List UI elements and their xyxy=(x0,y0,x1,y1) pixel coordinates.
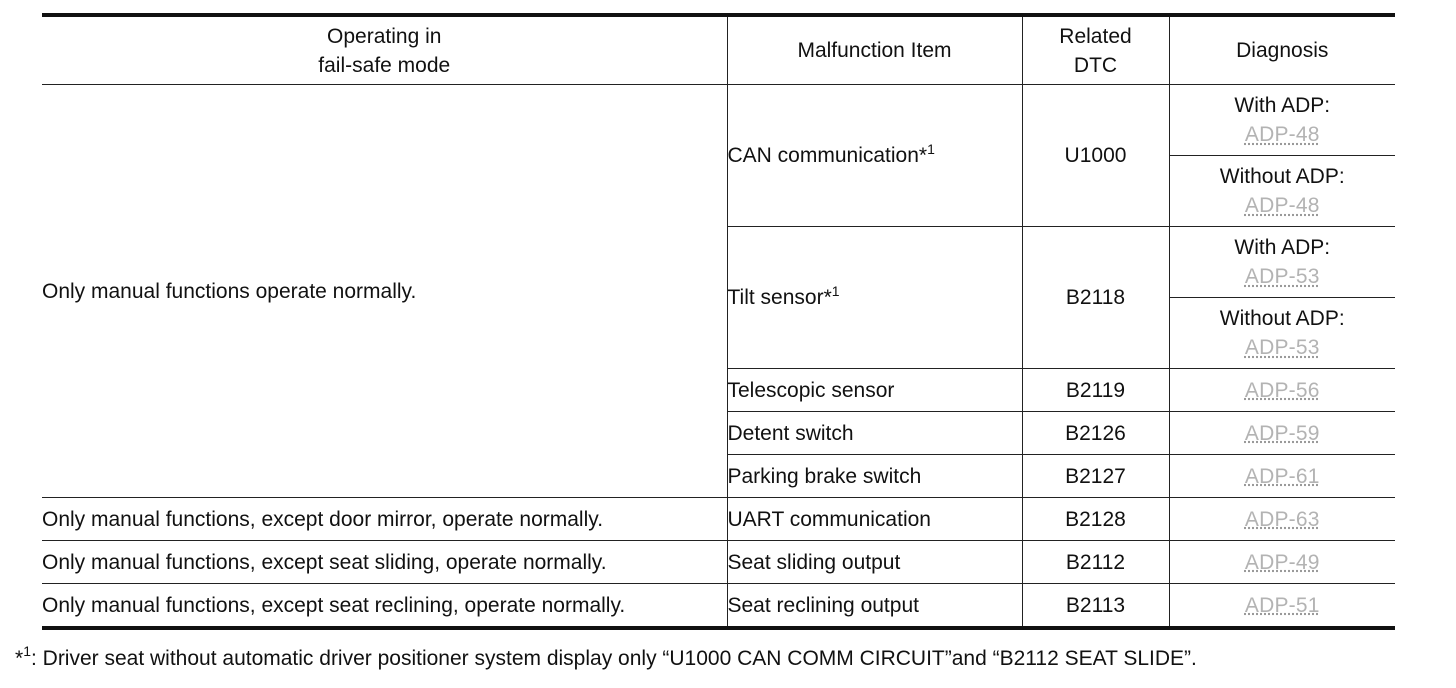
diag-link-can-with-adp[interactable]: ADP-48 xyxy=(1244,123,1320,146)
diag-link-adp-49[interactable]: ADP-49 xyxy=(1244,550,1320,574)
item-can-label: CAN communication xyxy=(727,144,919,167)
diag-cell-seat-reclining xyxy=(1169,584,1395,629)
item-can-asterisk: * xyxy=(918,144,928,167)
dtc-cell-u1000: U1000 xyxy=(1022,85,1169,227)
diag-cell-can-with-adp xyxy=(1169,85,1395,156)
header-row xyxy=(42,15,1395,85)
table-row-can-with xyxy=(42,85,1395,156)
header-related-dtc-line1: Related xyxy=(1059,24,1132,48)
item-cell-uart-communication: UART communication xyxy=(727,498,1022,541)
footnote xyxy=(15,645,1197,673)
item-cell-parking-brake-switch: Parking brake switch xyxy=(727,455,1022,498)
dtc-cell-b2119: B2119 xyxy=(1022,369,1169,412)
footnote-text: : Driver seat without automatic driver positioner system display only “U1000 CAN COMM CIRCUIT”and “B2112 SEAT SLIDE”. xyxy=(30,647,1197,670)
diag-cell-seat-sliding xyxy=(1169,541,1395,584)
item-cell-seat-sliding-output: Seat sliding output xyxy=(727,541,1022,584)
table-row-uart xyxy=(42,498,1395,541)
mode-cell-except-seat-sliding: Only manual functions, except seat sliding, operate normally. xyxy=(42,541,727,584)
diag-cell-uart xyxy=(1169,498,1395,541)
dtc-cell-b2128: B2128 xyxy=(1022,498,1169,541)
diag-link-can-without-adp[interactable]: ADP-48 xyxy=(1244,194,1320,217)
diag-cell-telescopic xyxy=(1169,369,1395,412)
item-cell-seat-reclining-output: Seat reclining output xyxy=(727,584,1022,629)
diag-cell-tilt-with-adp xyxy=(1169,227,1395,298)
diag-link-adp-63[interactable]: ADP-63 xyxy=(1244,507,1320,531)
item-cell-telescopic-sensor: Telescopic sensor xyxy=(727,369,1022,412)
diag-without-adp-label: Without ADP: xyxy=(1219,307,1345,330)
item-tilt-asterisk: * xyxy=(823,286,832,309)
diag-cell-can-without-adp xyxy=(1169,156,1395,227)
mode-cell-except-door-mirror: Only manual functions, except door mirror, operate normally. xyxy=(42,498,727,541)
diag-with-adp-label: With ADP: xyxy=(1234,94,1331,117)
header-related-dtc-line2: DTC xyxy=(1073,53,1118,77)
item-can-footnote-ref: 1 xyxy=(927,141,935,157)
diag-link-tilt-with-adp[interactable]: ADP-53 xyxy=(1244,265,1320,288)
dtc-cell-b2118: B2118 xyxy=(1022,227,1169,369)
item-cell-tilt-sensor xyxy=(727,227,1022,369)
header-malfunction-item: Malfunction Item xyxy=(727,15,1022,85)
dtc-cell-b2112: B2112 xyxy=(1022,541,1169,584)
footnote-ref: 1 xyxy=(23,643,31,659)
item-cell-detent-switch: Detent switch xyxy=(727,412,1022,455)
fail-safe-table xyxy=(42,13,1395,630)
item-tilt-label: Tilt sensor xyxy=(727,286,824,309)
diag-cell-parking xyxy=(1169,455,1395,498)
dtc-cell-b2113: B2113 xyxy=(1022,584,1169,629)
table-row-seat-reclining xyxy=(42,584,1395,629)
diag-with-adp-label: With ADP: xyxy=(1234,236,1331,259)
diag-without-adp-label: Without ADP: xyxy=(1219,165,1345,188)
footnote-asterisk: * xyxy=(15,647,24,670)
diag-cell-detent xyxy=(1169,412,1395,455)
header-related-dtc xyxy=(1022,15,1169,85)
mode-cell-except-seat-reclining: Only manual functions, except seat reclining, operate normally. xyxy=(42,584,727,629)
header-operating-mode-line1: Operating in xyxy=(327,24,442,48)
diag-link-adp-51[interactable]: ADP-51 xyxy=(1244,593,1320,617)
diag-cell-tilt-without-adp xyxy=(1169,298,1395,369)
header-diagnosis: Diagnosis xyxy=(1169,15,1395,85)
item-tilt-footnote-ref: 1 xyxy=(831,283,840,299)
dtc-cell-b2127: B2127 xyxy=(1022,455,1169,498)
dtc-cell-b2126: B2126 xyxy=(1022,412,1169,455)
diag-link-tilt-without-adp[interactable]: ADP-53 xyxy=(1244,336,1320,359)
diag-link-adp-59[interactable]: ADP-59 xyxy=(1244,421,1320,445)
item-cell-can-communication xyxy=(727,85,1022,227)
diag-link-adp-56[interactable]: ADP-56 xyxy=(1244,378,1320,402)
mode-cell-manual-only: Only manual functions operate normally. xyxy=(42,85,727,498)
header-operating-mode-line2: fail-safe mode xyxy=(318,53,451,77)
header-operating-mode xyxy=(42,15,727,85)
diag-link-adp-61[interactable]: ADP-61 xyxy=(1244,464,1320,488)
table-row-seat-sliding xyxy=(42,541,1395,584)
